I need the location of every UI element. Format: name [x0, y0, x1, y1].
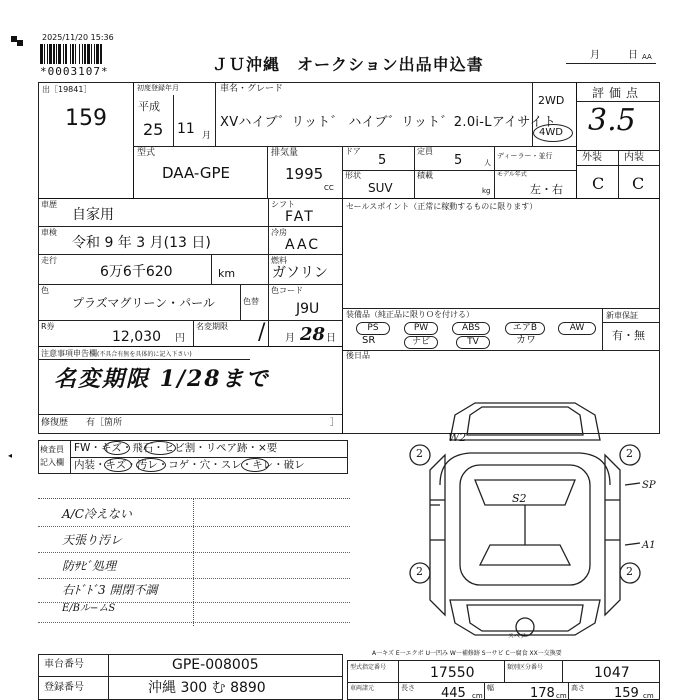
mileage-label: 走行 [41, 256, 57, 265]
mid-col-divider [268, 198, 269, 346]
drive-2wd: 2WD [538, 94, 565, 107]
spare-label: スペア [508, 633, 527, 640]
height-unit: cm [643, 692, 654, 700]
handle-value: 左・右 [530, 183, 563, 196]
barcode-bar [96, 44, 99, 64]
equipment-item: AW [558, 322, 596, 335]
lot-code: 出［19841］ [42, 85, 92, 94]
ac-label: 冷房 [271, 228, 287, 237]
height: 159 [614, 686, 639, 700]
rating-divider [576, 82, 577, 198]
remark-item: A/C冷えない [62, 507, 132, 521]
rating-label-line [576, 101, 660, 102]
remark-line [38, 526, 350, 527]
name-change-month: 月 [285, 333, 295, 344]
mark-a1: A1 [642, 540, 656, 551]
plate-label: 登録番号 [44, 682, 84, 693]
height-label: 高さ [571, 684, 585, 692]
barcode-bar [87, 44, 90, 64]
barcode-bar [94, 44, 95, 64]
rating-ext-int-divider [618, 150, 619, 198]
dealer-label: ディーラー・並行 [497, 152, 553, 160]
handle-label: モデル年式 [497, 171, 527, 178]
doors: 5 [378, 153, 387, 168]
registration-year: 25 [143, 120, 164, 139]
tire-mark-fr: 2 [626, 447, 633, 460]
list-top-line [38, 498, 350, 499]
circle-kizu-2 [104, 458, 132, 472]
barcode-bar [56, 44, 57, 64]
model-code: DAA-GPE [162, 164, 231, 182]
notes-label-line [38, 359, 250, 360]
r-divider [193, 320, 194, 346]
tire-mark-rl: 2 [416, 565, 423, 578]
date-month: 月 [590, 50, 600, 61]
serial-number: *0003107* [40, 65, 109, 78]
barcode-bar [79, 44, 80, 64]
color: プラズマグリーン・パール [72, 296, 215, 310]
load-label: 積載 [417, 171, 433, 180]
dealer-divider [494, 146, 495, 198]
name-change-slash: / [258, 320, 266, 345]
barcode-bar [44, 44, 45, 64]
name-change-unit: 日 [326, 333, 336, 344]
footer-left-div [108, 654, 109, 700]
length-label: 長さ [401, 684, 415, 692]
inspector-label-2: 記入欄 [40, 458, 64, 467]
barcode-bar [47, 44, 48, 64]
row-mileage-bottom [38, 284, 342, 285]
inspector-row-2: 内装・キズ・汚レ・コゲ・穴・スレ・キレ・破レ [74, 459, 305, 471]
inspector-row-1: FW・キズ・飛石・ヒビ割・リペア跡・×要 [74, 442, 278, 454]
new-car-label-line [602, 322, 660, 323]
repair-top [38, 414, 342, 415]
date-day: 日 [628, 50, 638, 61]
list-divider [193, 498, 194, 626]
remark-line [38, 552, 350, 553]
body-row-line [342, 170, 576, 171]
capacity-unit: 人 [484, 159, 491, 167]
tire-mark-fl: 2 [416, 447, 423, 460]
circle-sure [241, 458, 269, 472]
plate-number: 沖縄 300 む 8890 [148, 680, 266, 696]
spec-label-1: 型式指定番号 [350, 664, 387, 671]
mark-s2: S2 [512, 492, 527, 505]
equipment-item: PW [404, 322, 438, 335]
kg-unit: kg [482, 187, 491, 195]
barcode-bar [82, 44, 83, 64]
model-divider [267, 146, 268, 198]
timestamp: 2025/11/20 15:36 [42, 33, 114, 42]
ac: AAC [285, 237, 321, 253]
equipment-item: カワ [516, 335, 536, 346]
barcode-bar [91, 44, 92, 64]
fr-div-1 [398, 660, 399, 700]
disp-divider [342, 146, 343, 198]
equipment-bottom [342, 350, 660, 351]
left-arrow-icon: ◂ [8, 451, 13, 460]
mark-w2: W2 [448, 431, 467, 444]
date-suffix: AA [642, 53, 652, 61]
equipment-item: PS [356, 322, 390, 335]
lot-number: 159 [65, 106, 107, 131]
width: 178 [530, 686, 555, 700]
after-label: 後日品 [346, 351, 370, 360]
km-divider [211, 254, 212, 284]
equipment-item: SR [362, 335, 376, 346]
yen-unit: 円 [175, 333, 185, 344]
remark-line [38, 622, 350, 623]
tire-mark-rr: 2 [626, 565, 633, 578]
usage: 自家用 [72, 207, 114, 223]
name-change-label: 名変期限 [196, 322, 228, 331]
barcode-bar [49, 44, 52, 64]
registration-month-unit: 月 [202, 131, 212, 141]
circle-yogore [136, 458, 166, 472]
barcode-bar [84, 44, 86, 64]
fr-div-5 [568, 682, 569, 700]
remark-item: 右ﾄﾞﾄﾞ3 開閉不調 [62, 583, 158, 597]
length-unit: cm [472, 692, 483, 700]
cc-unit: CC [324, 184, 334, 192]
damage-legend: A一キズ E一エクボ U一凹み W一補修跡 S一サビ C一腐食 XX一交換要 [372, 650, 562, 657]
barcode-bar [100, 44, 102, 64]
displacement-label: 排気量 [271, 148, 299, 158]
corner-mark-icon [9, 34, 25, 50]
rating-score: 3.5 [588, 103, 636, 138]
reg-divider [215, 82, 216, 146]
name-change-day: 28 [300, 324, 326, 345]
barcode-bar [72, 44, 74, 64]
remark-item: 天張り汚レ [62, 533, 123, 547]
inspector-label-1: 検査員 [40, 445, 64, 454]
new-car-divider [602, 308, 603, 350]
chassis-label: 車台番号 [44, 659, 84, 670]
capacity-label: 定員 [417, 147, 433, 156]
spec-value-2: 1047 [594, 665, 630, 681]
repair-value: 有［箇所 [86, 418, 123, 428]
inspection: 令和 9 年 3 月(13 日) [72, 235, 211, 251]
length: 445 [441, 686, 466, 700]
spec-value-1: 17550 [430, 665, 475, 681]
equipment-item: ナビ [404, 336, 438, 349]
color-code-label: 色コード [271, 286, 303, 295]
footer-left-mid [38, 676, 343, 677]
capacity: 5 [454, 153, 463, 168]
page-title: ＪＵ沖縄 オークション出品申込書 [212, 55, 484, 74]
date-line [566, 63, 656, 64]
car-name: XVハイブ゛リット゛ ハイブ゛リット゛2.0i-Lアイサイト [220, 115, 557, 130]
displacement: 1995 [285, 165, 324, 183]
interior-label: 内装 [624, 152, 644, 163]
color-label: 色 [41, 286, 49, 295]
rating-sub-line [576, 165, 660, 166]
lot-divider [133, 82, 134, 198]
remark-item: 防ｻﾋﾞ処理 [62, 559, 117, 573]
reg-year-divider [173, 95, 174, 146]
km-unit: km [218, 267, 236, 280]
rating-label: 評価点 [592, 86, 644, 100]
car-name-label: 車名・グレード [220, 84, 284, 94]
barcode-bar [70, 44, 71, 64]
body-type: SUV [368, 181, 393, 195]
fr-div-2 [504, 660, 505, 682]
remark-item: E/Bル−ムS [62, 603, 116, 614]
repair-label: 修復歴 [41, 418, 69, 428]
registration-era: 平成 [138, 100, 160, 113]
row-inspection-bottom [38, 254, 342, 255]
barcode-bar [40, 44, 43, 64]
car-damage-diagram [400, 395, 650, 645]
circle-tobiishi [144, 441, 176, 455]
r-label: R券 [41, 322, 55, 331]
mark-sp: SP [642, 480, 656, 491]
barcode [40, 44, 160, 64]
circle-kizu-1 [104, 441, 130, 455]
barcode-bar [63, 44, 64, 64]
width-unit: cm [556, 692, 567, 700]
model-label: 型式 [137, 148, 156, 158]
inspection-label: 車検 [41, 228, 57, 237]
new-car-label: 新車保証 [606, 311, 638, 320]
drive-divider [532, 82, 533, 146]
footer-right-mid [347, 682, 660, 683]
color-no-label: 色替 [243, 297, 259, 306]
equipment-top [342, 308, 660, 309]
equipment-label: 装備品（純正品に限りＯを付ける） [346, 310, 474, 319]
exterior-label: 外装 [582, 152, 602, 163]
new-car-value: 有・無 [612, 329, 645, 342]
registration-label: 初度登録年月 [137, 84, 179, 92]
barcode-bar [53, 44, 55, 64]
notes-handwritten: 名変期限 1/28まで [54, 366, 270, 392]
shift: FAT [285, 209, 315, 225]
sales-point-label: セールスポイント（正常に稼動するものに限ります） [346, 202, 538, 211]
size-label: 車両諸元 [350, 685, 375, 692]
registration-month: 11 [177, 121, 195, 137]
row-color-bottom [38, 320, 342, 321]
equipment-item: ABS [452, 322, 490, 335]
width-label: 幅 [487, 684, 494, 692]
row-r-bottom [38, 346, 342, 347]
doors-label: ドア [345, 147, 361, 156]
mileage: 6万6千620 [100, 264, 173, 280]
door-divider [414, 146, 415, 198]
fr-div-4 [484, 682, 485, 700]
exterior-grade: C [592, 174, 605, 193]
interior-grade: C [632, 174, 645, 193]
left-col-divider [342, 198, 343, 346]
body-label: 形状 [345, 171, 361, 180]
color-code: J9U [296, 301, 320, 317]
chassis-number: GPE-008005 [172, 657, 259, 673]
fuel-label: 燃料 [271, 256, 287, 265]
repair-bracket: ］ [330, 418, 340, 428]
shift-label: シフト [271, 200, 295, 209]
remark-line [38, 578, 350, 579]
fuel: ガソリン [272, 265, 328, 281]
notes-right-divider [342, 346, 343, 434]
color-no-divider [240, 284, 241, 320]
r-value: 12,030 [112, 329, 161, 345]
barcode-bar [58, 44, 61, 64]
notes-label: 注意事項申告欄(不具合有無を具体的に記入下さい) [41, 349, 192, 358]
fr-div-3 [562, 660, 563, 682]
drive-4wd: 4WD [539, 127, 563, 138]
spec-label-2: 類別区分番号 [507, 664, 544, 671]
equipment-item: TV [456, 336, 490, 349]
barcode-bar [75, 44, 76, 64]
top-block-bottom [38, 198, 660, 199]
usage-label: 車歴 [41, 200, 57, 209]
equipment-item: エアB [505, 322, 545, 335]
barcode-bar [65, 44, 67, 64]
row-usage-bottom [38, 226, 342, 227]
